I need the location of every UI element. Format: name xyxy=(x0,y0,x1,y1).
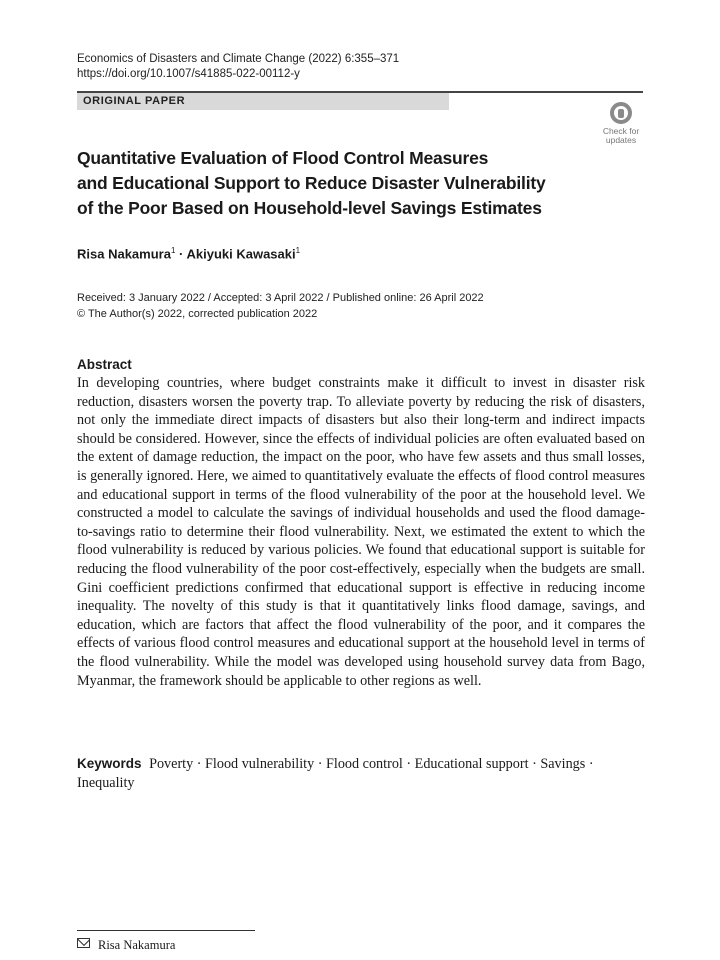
journal-citation: Economics of Disasters and Climate Change (2022) 6:355–371 xyxy=(77,53,400,65)
abstract-heading: Abstract xyxy=(77,357,132,372)
author-separator: · xyxy=(175,246,187,262)
keywords-label: Keywords xyxy=(77,756,142,771)
copyright-line: © The Author(s) 2022, corrected publication 2022 xyxy=(77,308,318,320)
article-type-label: ORIGINAL PAPER xyxy=(83,95,186,107)
author-name[interactable]: Risa Nakamura xyxy=(77,246,171,262)
article-type-bar xyxy=(77,91,643,113)
keywords-list: Poverty · Flood vulnerability · Flood control · Educational support · Savings · Inequality xyxy=(77,756,594,791)
abstract-text: In developing countries, where budget constraints make it difficult to invest in disaster risk reduction, disasters worsen the poverty trap. To alleviate poverty by reducing the risk of disasters, not only the immediate direct impacts of disasters but also their long-term and indirect impacts should be considered. However, since the effects of individual policies are often evaluated based on the extent of damage reduction, the impact on the poor, who have few assets and thus small losses, is generally ignored. Here, we aimed to quantitatively evaluate the effects of flood control measures and educational support in terms of the flood vulnerability of the poor at the household level. We constructed a model to calculate the savings of individual households and used the flood damage-to-savings ratio to determine their flood vulnerability. Next, we estimated the extent to which the flood vulnerability is reduced by various policies. We found that educational support is suitable for reducing the flood vulnerability of the poor cost-effectively, especially when the budgets are small. Gini coefficient predictions confirmed that educational support is effective in reducing income inequality. The novelty of this study is that it quantitatively links flood damage, savings, and education, which are factors that affect the flood vulnerability of the poor, and it compares the effects of various flood control measures and educational support at the household level in terms of the flood vulnerability. While the model was developed using household survey data from Bago, Myanmar, the framework should be applicable to other regions as well. xyxy=(77,375,645,689)
journal-header xyxy=(77,52,399,82)
doi-link[interactable]: https://doi.org/10.1007/s41885-022-00112-y xyxy=(77,68,300,80)
corresponding-author-footnote xyxy=(77,938,175,953)
corresponding-author-name: Risa Nakamura xyxy=(98,938,176,952)
author-name[interactable]: Akiyuki Kawasaki xyxy=(186,246,296,262)
footnote-divider xyxy=(77,930,255,931)
author-list xyxy=(77,246,300,261)
check-for-updates-icon xyxy=(610,102,632,124)
check-updates-line2: updates xyxy=(605,135,637,145)
check-for-updates-button[interactable] xyxy=(597,102,645,150)
title-line-2: and Educational Support to Reduce Disaster Vulnerability xyxy=(77,173,546,193)
keywords-section xyxy=(77,754,645,793)
title-line-1: Quantitative Evaluation of Flood Control Measures xyxy=(77,148,489,168)
check-updates-line1: Check for xyxy=(602,126,640,136)
paper-title xyxy=(77,146,617,221)
author-affiliation: 1 xyxy=(295,246,301,255)
publication-dates xyxy=(77,290,484,322)
history-dates: Received: 3 January 2022 / Accepted: 3 April 2022 / Published online: 26 April 2022 xyxy=(77,292,484,304)
envelope-icon xyxy=(77,938,90,948)
title-line-3: of the Poor Based on Household-level Savings Estimates xyxy=(77,198,542,218)
author-affiliation: 1 xyxy=(170,246,176,255)
